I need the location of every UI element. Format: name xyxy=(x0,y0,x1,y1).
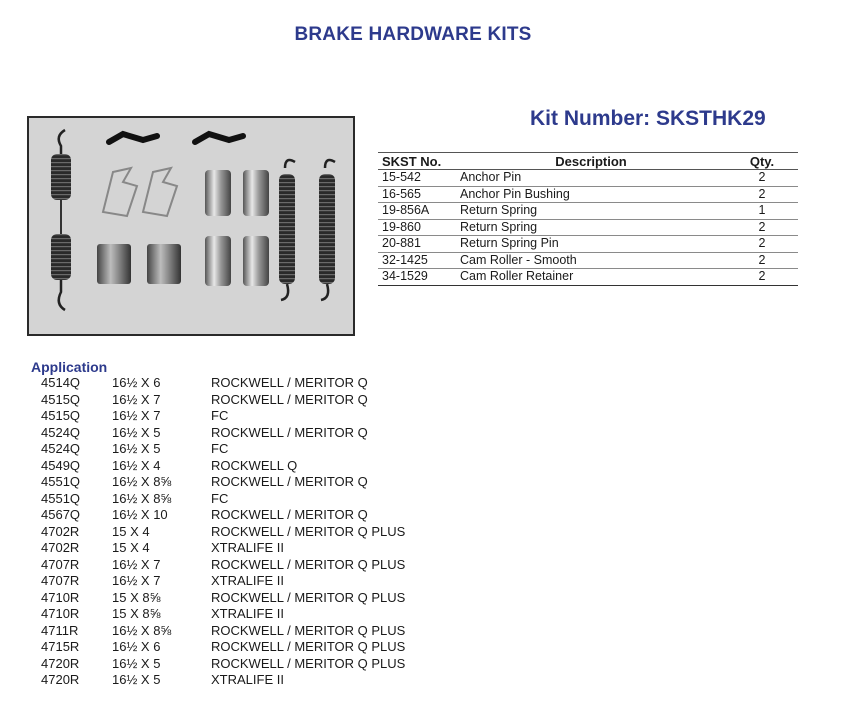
app-code: 4514Q xyxy=(41,375,81,390)
app-code: 4720R xyxy=(41,655,80,671)
app-code: 4549Q xyxy=(41,457,81,473)
column-header-qty: Qty. xyxy=(726,153,798,170)
list-item xyxy=(0,639,844,656)
app-make: ROCKWELL / MERITOR Q xyxy=(211,507,368,522)
app-code: 4524Q xyxy=(41,441,81,456)
part-number: 19-856A xyxy=(378,203,456,220)
table-row xyxy=(378,203,798,220)
parts-table xyxy=(378,152,798,286)
list-item xyxy=(0,441,844,458)
app-make: ROCKWELL Q xyxy=(211,457,298,473)
list-item xyxy=(0,408,844,425)
app-make: ROCKWELL / MERITOR Q PLUS xyxy=(211,622,406,638)
list-item xyxy=(0,392,844,409)
table-row xyxy=(378,252,798,269)
list-item xyxy=(0,672,844,689)
app-make: ROCKWELL / MERITOR Q PLUS xyxy=(211,589,406,605)
app-make: FC xyxy=(211,408,229,423)
app-code: 4524Q xyxy=(41,424,81,440)
table-row xyxy=(378,170,798,187)
part-number: 15-542 xyxy=(378,170,456,187)
app-size: 16½ X 4 xyxy=(112,457,161,473)
app-make: ROCKWELL / MERITOR Q PLUS xyxy=(211,556,406,572)
list-item xyxy=(0,491,844,508)
app-size: 16½ X 5 xyxy=(112,424,161,440)
list-item xyxy=(0,623,844,640)
app-code: 4711R xyxy=(41,622,79,638)
table-row xyxy=(378,269,798,286)
app-code: 4720R xyxy=(41,672,80,687)
part-description: Return Spring Pin xyxy=(456,236,726,253)
app-size: 16½ X 7 xyxy=(112,408,161,423)
app-code: 4707R xyxy=(41,573,80,588)
app-size: 16½ X 7 xyxy=(112,573,161,588)
app-size: 15 X 4 xyxy=(112,540,150,555)
list-item xyxy=(0,524,844,541)
app-make: ROCKWELL / MERITOR Q PLUS xyxy=(211,655,406,671)
app-make: XTRALIFE II xyxy=(211,606,284,621)
list-item xyxy=(0,474,844,491)
app-code: 4710R xyxy=(41,606,80,621)
app-make: ROCKWELL / MERITOR Q PLUS xyxy=(211,639,406,654)
part-qty: 2 xyxy=(726,252,798,269)
list-item xyxy=(0,507,844,524)
part-qty: 2 xyxy=(726,186,798,203)
part-description: Cam Roller Retainer xyxy=(456,269,726,286)
app-make: FC xyxy=(211,441,229,456)
list-item xyxy=(0,573,844,590)
page-title: BRAKE HARDWARE KITS xyxy=(294,24,532,45)
application-heading: Application xyxy=(31,359,108,375)
parts-photo xyxy=(27,116,355,336)
list-item xyxy=(0,540,844,557)
app-size: 16½ X 8⅝ xyxy=(112,474,172,489)
app-make: ROCKWELL / MERITOR Q xyxy=(211,474,368,489)
app-make: XTRALIFE II xyxy=(211,573,284,588)
table-row xyxy=(378,186,798,203)
app-make: ROCKWELL / MERITOR Q xyxy=(211,424,368,440)
part-number: 16-565 xyxy=(378,186,456,203)
table-row xyxy=(378,219,798,236)
list-item xyxy=(0,375,844,392)
kit-number: Kit Number: SKSTHK29 xyxy=(530,107,766,130)
app-make: FC xyxy=(211,490,229,506)
app-size: 15 X 8⅝ xyxy=(112,606,161,621)
app-size: 16½ X 6 xyxy=(112,375,161,390)
app-code: 4551Q xyxy=(41,490,81,506)
brake-hardware-parts-photo xyxy=(29,118,353,334)
app-size: 15 X 4 xyxy=(112,523,150,539)
part-description: Return Spring xyxy=(456,219,726,236)
table-row xyxy=(378,236,798,253)
app-size: 16½ X 6 xyxy=(112,639,161,654)
part-number: 19-860 xyxy=(378,219,456,236)
app-size: 16½ X 5 xyxy=(112,655,161,671)
part-number: 20-881 xyxy=(378,236,456,253)
app-code: 4702R xyxy=(41,540,80,555)
part-qty: 2 xyxy=(726,269,798,286)
app-size: 16½ X 8⅝ xyxy=(112,490,172,506)
parts-table-header xyxy=(378,153,798,170)
app-code: 4702R xyxy=(41,523,80,539)
app-code: 4515Q xyxy=(41,391,81,407)
list-item xyxy=(0,606,844,623)
list-item xyxy=(0,557,844,574)
app-code: 4710R xyxy=(41,589,80,605)
app-make: XTRALIFE II xyxy=(211,672,284,687)
part-qty: 2 xyxy=(726,219,798,236)
app-make: XTRALIFE II xyxy=(211,540,284,555)
application-list xyxy=(0,375,844,689)
list-item xyxy=(0,458,844,475)
part-description: Cam Roller - Smooth xyxy=(456,252,726,269)
app-size: 16½ X 5 xyxy=(112,441,161,456)
app-code: 4551Q xyxy=(41,474,81,489)
list-item xyxy=(0,590,844,607)
app-size: 16½ X 5 xyxy=(112,672,161,687)
column-header-skst-no: SKST No. xyxy=(378,153,456,170)
app-code: 4715R xyxy=(41,639,80,654)
part-description: Return Spring xyxy=(456,203,726,220)
app-size: 15 X 8⅝ xyxy=(112,589,161,605)
list-item xyxy=(0,425,844,442)
app-make: ROCKWELL / MERITOR Q PLUS xyxy=(211,523,406,539)
list-item xyxy=(0,656,844,673)
part-description: Anchor Pin Bushing xyxy=(456,186,726,203)
app-size: 16½ X 10 xyxy=(112,507,168,522)
app-size: 16½ X 8⅝ xyxy=(112,622,172,638)
part-number: 34-1529 xyxy=(378,269,456,286)
part-number: 32-1425 xyxy=(378,252,456,269)
app-code: 4707R xyxy=(41,556,80,572)
app-code: 4515Q xyxy=(41,408,81,423)
app-make: ROCKWELL / MERITOR Q xyxy=(211,375,368,390)
part-qty: 2 xyxy=(726,170,798,187)
column-header-description: Description xyxy=(456,153,726,170)
part-description: Anchor Pin xyxy=(456,170,726,187)
app-size: 16½ X 7 xyxy=(112,556,161,572)
app-size: 16½ X 7 xyxy=(112,391,161,407)
app-code: 4567Q xyxy=(41,507,81,522)
app-make: ROCKWELL / MERITOR Q xyxy=(211,391,368,407)
part-qty: 1 xyxy=(726,203,798,220)
part-qty: 2 xyxy=(726,236,798,253)
